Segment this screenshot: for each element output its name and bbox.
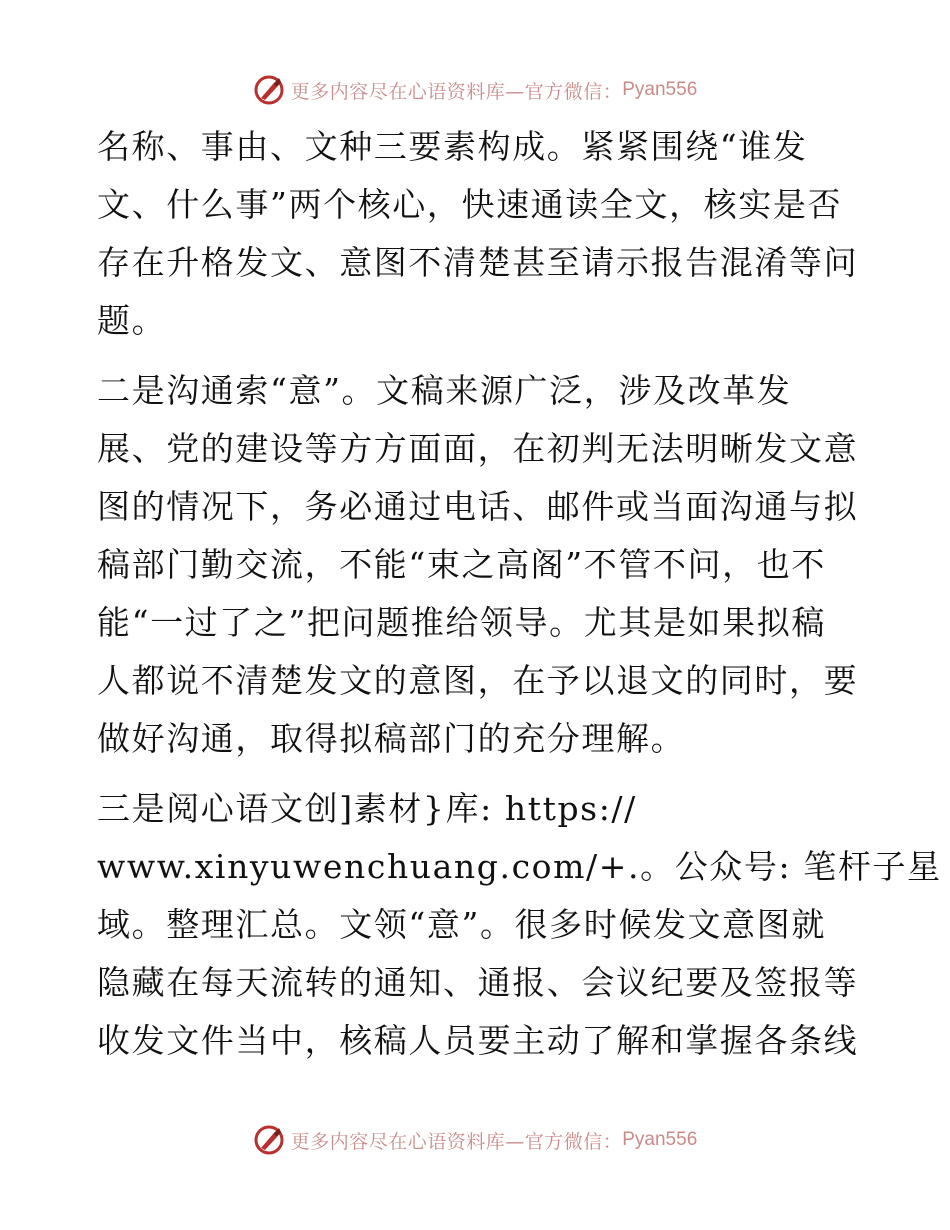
paragraph-2	[97, 362, 857, 768]
text-line: 二是沟通索“意”。文稿来源广泛，涉及改革发	[97, 371, 792, 410]
paragraph-gap	[97, 768, 857, 780]
text-line: 稿部门勤交流，不能“束之高阁”不管不问，也不	[97, 545, 826, 584]
paragraph-3	[97, 780, 942, 1070]
paragraph-1	[97, 118, 857, 350]
header-banner-wechat-id: Pyan556	[622, 79, 698, 100]
pen-logo-icon	[253, 1124, 285, 1156]
header-banner-text: 更多内容尽在心语资料库—官方微信：	[290, 80, 623, 103]
footer-banner-text: 更多内容尽在心语资料库—官方微信：	[290, 1130, 623, 1153]
text-line: 域。整理汇总。文领“意”。很多时候发文意图就	[97, 905, 826, 944]
footer-banner	[0, 1120, 950, 1160]
text-line: 存在升格发文、意图不清楚甚至请示报告混淆等问	[97, 243, 859, 282]
text-line: 做好沟通，取得拟稿部门的充分理解。	[97, 719, 686, 758]
footer-banner-wechat-id: Pyan556	[622, 1129, 698, 1150]
text-line: 收发文件当中，核稿人员要主动了解和掌握各条线	[97, 1021, 859, 1060]
pen-logo-icon	[253, 74, 285, 106]
paragraph-gap	[97, 350, 857, 362]
text-line: 文、什么事”两个核心，快速通读全文，核实是否	[97, 185, 843, 224]
text-line: 能“一过了之”把问题推给领导。尤其是如果拟稿	[97, 603, 826, 642]
text-line: 人都说不清楚发文的意图，在予以退文的同时，要	[97, 661, 859, 700]
document-body	[97, 118, 942, 1070]
text-line: 三是阅心语文创]素材}库: https://	[97, 789, 637, 828]
text-line: 展、党的建设等方方面面，在初判无法明晰发文意	[97, 429, 859, 468]
text-line: 图的情况下，务必通过电话、邮件或当面沟通与拟	[97, 487, 859, 526]
header-banner	[0, 70, 950, 110]
text-line: 隐藏在每天流转的通知、通报、会议纪要及签报等	[97, 963, 859, 1002]
text-line: 名称、事由、文种三要素构成。紧紧围绕“谁发	[97, 127, 808, 166]
text-line: www.xinyuwenchuang.com/+.。公众号: 笔杆子星	[97, 847, 942, 886]
text-line: 题。	[97, 301, 167, 340]
